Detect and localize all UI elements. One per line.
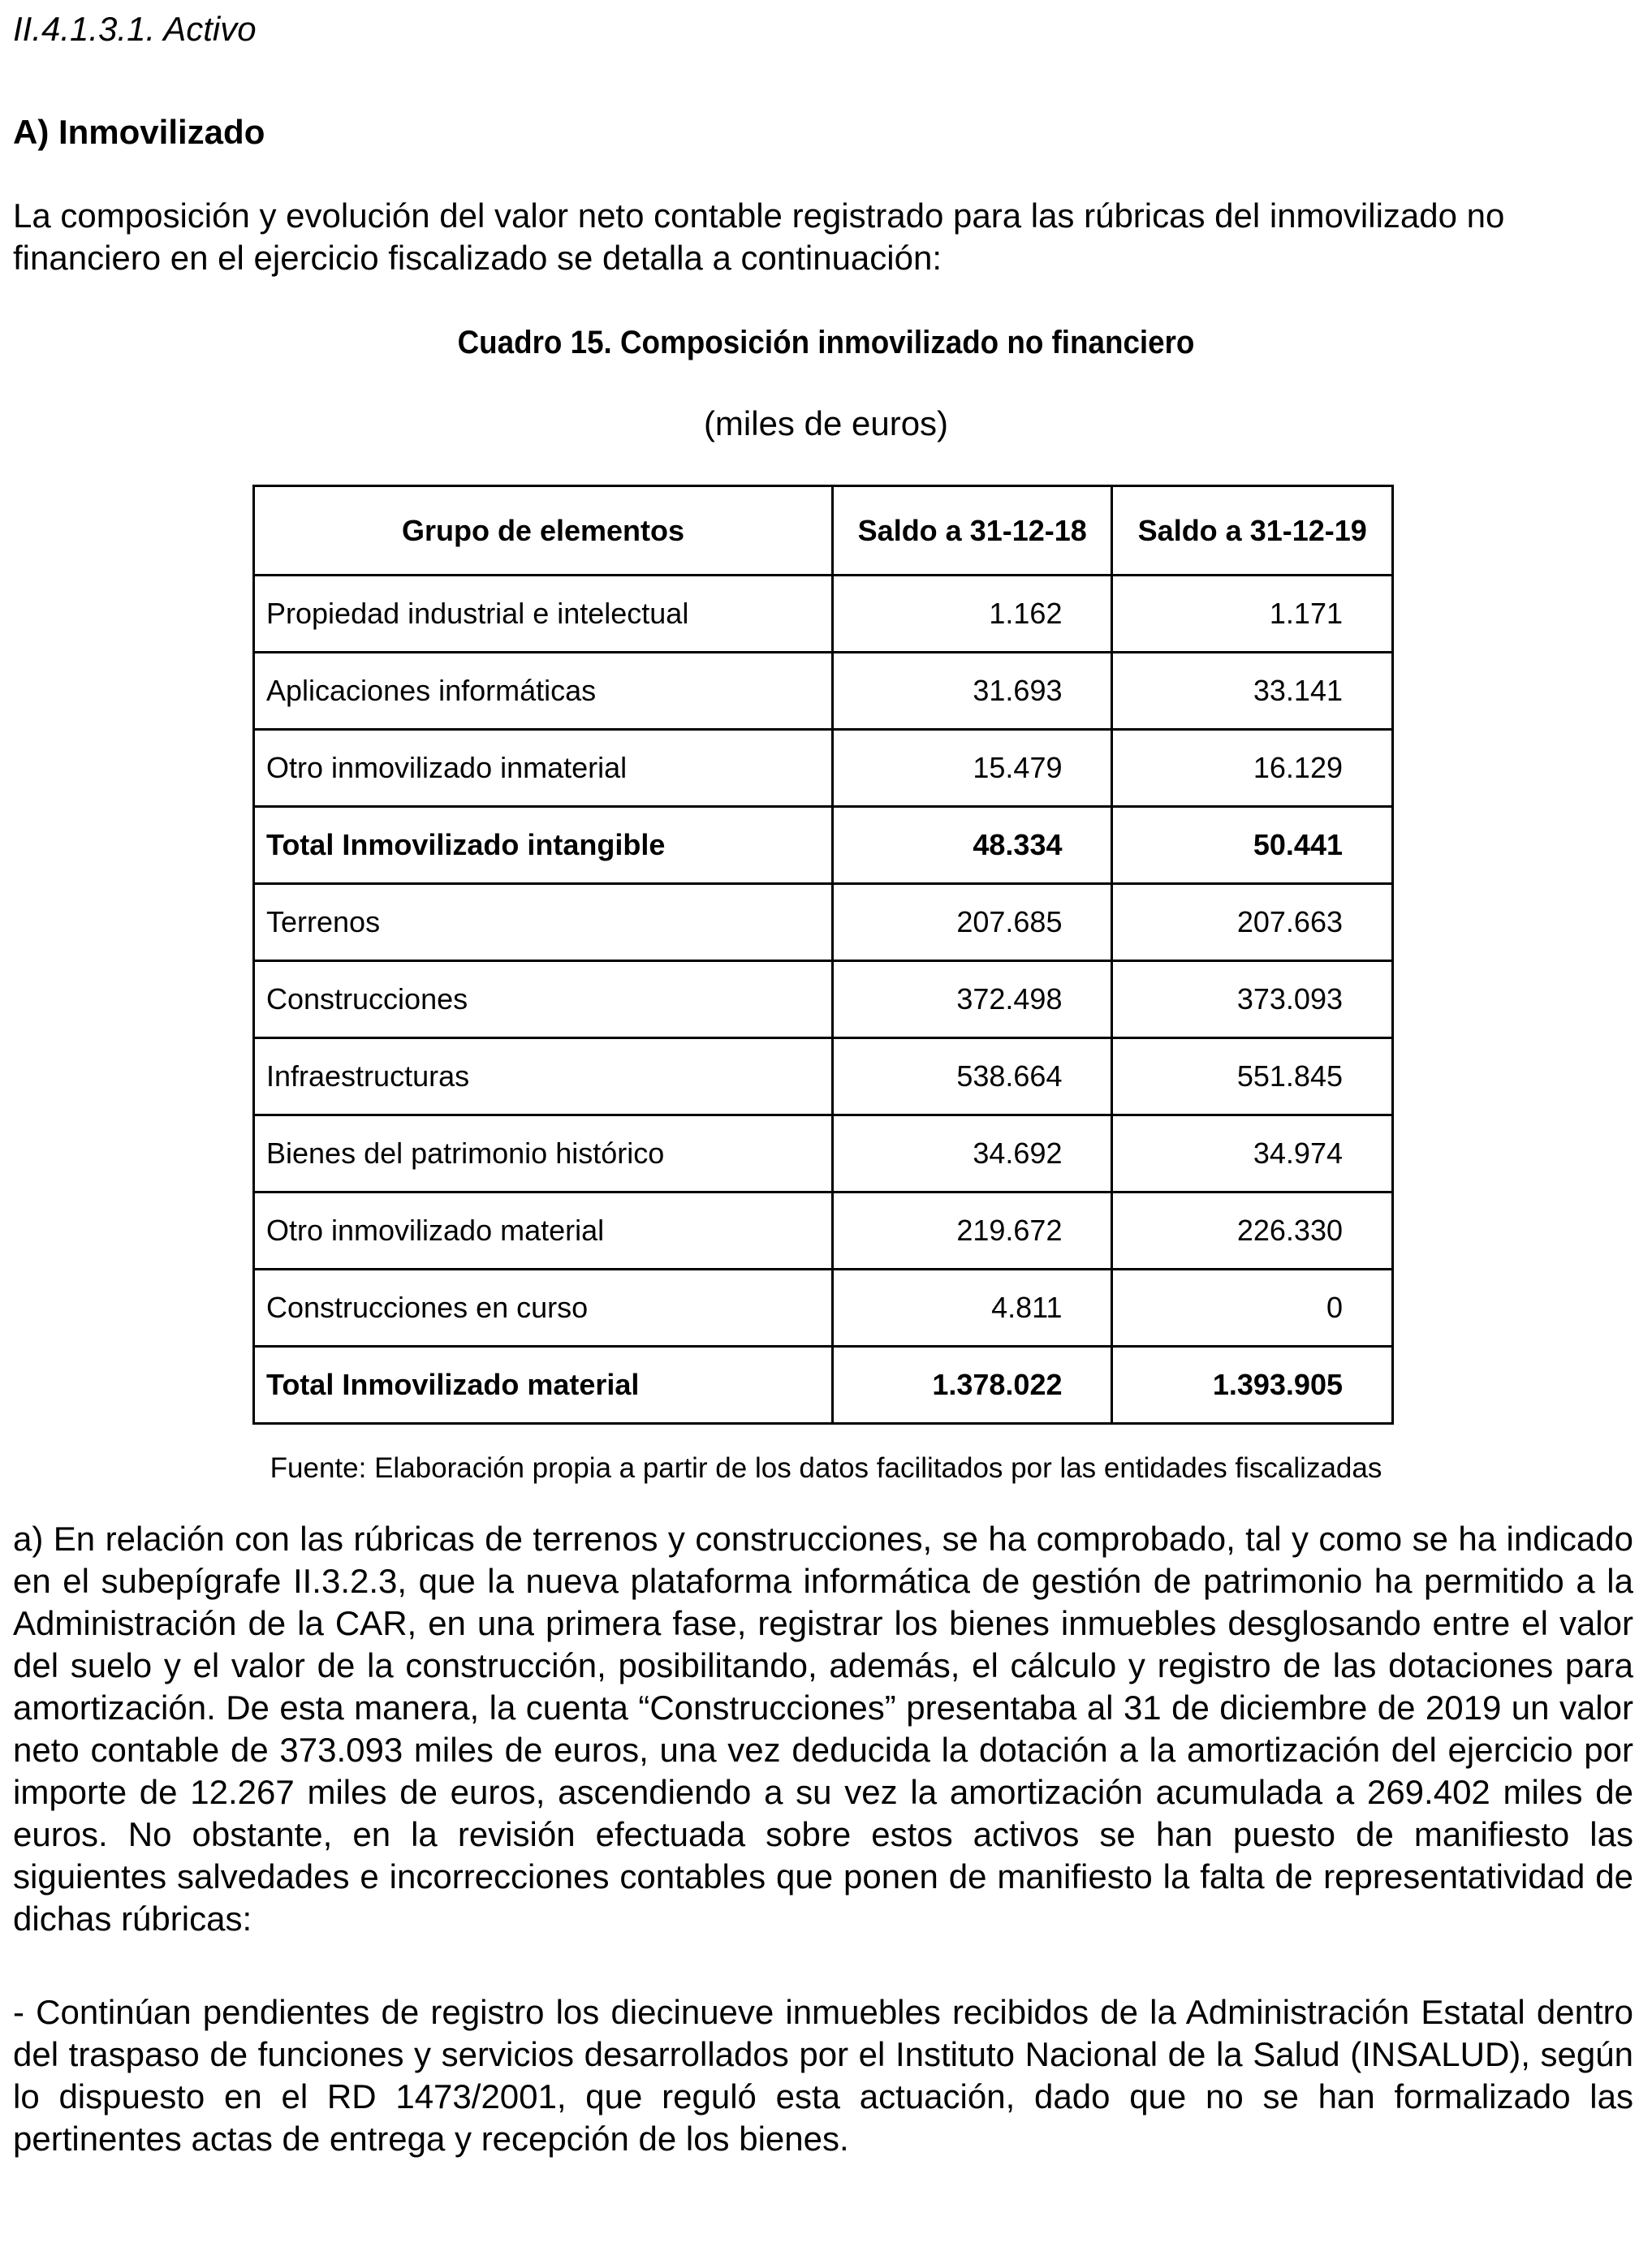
row-value-2018: 48.334 [832, 807, 1112, 884]
row-value-2019: 1.171 [1112, 576, 1393, 653]
row-value-2019: 207.663 [1112, 884, 1393, 961]
table-row [254, 961, 1393, 1038]
table-units: (miles de euros) [703, 404, 949, 442]
row-value-2018: 34.692 [832, 1115, 1112, 1193]
table-source-note: Fuente: Elaboración propia a partir de los datos facilitados por las entidades fiscalizadas [270, 1452, 1382, 1484]
section-reference: II.4.1.3.1. Activo [13, 10, 257, 48]
fixed-assets-table [252, 485, 1394, 1425]
table-header-row [254, 486, 1393, 576]
row-label: Aplicaciones informáticas [254, 653, 833, 730]
row-label: Terrenos [254, 884, 833, 961]
row-value-2018: 207.685 [832, 884, 1112, 961]
table-row [254, 884, 1393, 961]
table-row [254, 807, 1393, 884]
header-2018: Saldo a 31-12-18 [832, 486, 1112, 576]
table-row [254, 1038, 1393, 1115]
row-value-2018: 538.664 [832, 1038, 1112, 1115]
row-value-2019: 16.129 [1112, 730, 1393, 807]
table-row [254, 1347, 1393, 1424]
intro-paragraph: La composición y evolución del valor neto contable registrado para las rúbricas del inmovilizado no financiero en el ejercicio fiscalizado se detalla a continuación: [13, 196, 1505, 277]
section-heading: A) Inmovilizado [13, 113, 265, 151]
row-label: Construcciones [254, 961, 833, 1038]
row-label: Propiedad industrial e intelectual [254, 576, 833, 653]
row-value-2019: 551.845 [1112, 1038, 1393, 1115]
row-label: Infraestructuras [254, 1038, 833, 1115]
row-value-2018: 372.498 [832, 961, 1112, 1038]
header-group: Grupo de elementos [254, 486, 833, 576]
row-label: Total Inmovilizado material [254, 1347, 833, 1424]
row-value-2019: 34.974 [1112, 1115, 1393, 1193]
row-value-2018: 31.693 [832, 653, 1112, 730]
table-row [254, 1193, 1393, 1270]
row-value-2019: 1.393.905 [1112, 1347, 1393, 1424]
table-row [254, 653, 1393, 730]
row-label: Otro inmovilizado material [254, 1193, 833, 1270]
row-value-2018: 1.378.022 [832, 1347, 1112, 1424]
table-row [254, 1115, 1393, 1193]
table-row [254, 1270, 1393, 1347]
row-value-2019: 0 [1112, 1270, 1393, 1347]
table-title: Cuadro 15. Composición inmovilizado no financiero [457, 325, 1195, 360]
paragraph-a: a) En relación con las rúbricas de terrenos y construcciones, se ha comprobado, tal y como se ha indicado en el subepígrafe II.3.2.3, que la nueva plataforma informática de gestión de patrimonio ha permitido a la Administración de la CAR, en una primera fase, registrar los bienes inmuebles desglosando entre el valor del suelo y el valor de la construcción, posibilitando, además, el cálculo y registro de las dotaciones para amortización. De esta manera, la cuenta “Construcciones” presentaba al 31 de diciembre de 2019 un valor neto contable de 373.093 miles de euros, una vez deducida la dotación a la amortización del ejercicio por importe de 12.267 miles de euros, ascendiendo a su vez la amortización acumulada a 269.402 miles de euros. No obstante, en la revisión efectuada sobre estos activos se han puesto de manifiesto las siguientes salvedades e incorrecciones contables que ponen de manifiesto la falta de representatividad de dichas rúbricas: [13, 1520, 1633, 1938]
row-value-2018: 1.162 [832, 576, 1112, 653]
row-value-2019: 226.330 [1112, 1193, 1393, 1270]
paragraph-b: - Continúan pendientes de registro los diecinueve inmuebles recibidos de la Administración Estatal dentro del traspaso de funciones y servicios desarrollados por el Instituto Nacional de la Salud (INSALUD), según lo dispuesto en el RD 1473/2001, que reguló esta actuación, dado que no se han formalizado las pertinentes actas de entrega y recepción de los bienes. [13, 1993, 1633, 2158]
row-value-2018: 219.672 [832, 1193, 1112, 1270]
row-label: Total Inmovilizado intangible [254, 807, 833, 884]
table-row [254, 730, 1393, 807]
row-value-2019: 373.093 [1112, 961, 1393, 1038]
row-label: Construcciones en curso [254, 1270, 833, 1347]
row-label: Otro inmovilizado inmaterial [254, 730, 833, 807]
row-label: Bienes del patrimonio histórico [254, 1115, 833, 1193]
header-2019: Saldo a 31-12-19 [1112, 486, 1393, 576]
row-value-2019: 50.441 [1112, 807, 1393, 884]
row-value-2018: 15.479 [832, 730, 1112, 807]
table-row [254, 576, 1393, 653]
row-value-2018: 4.811 [832, 1270, 1112, 1347]
row-value-2019: 33.141 [1112, 653, 1393, 730]
